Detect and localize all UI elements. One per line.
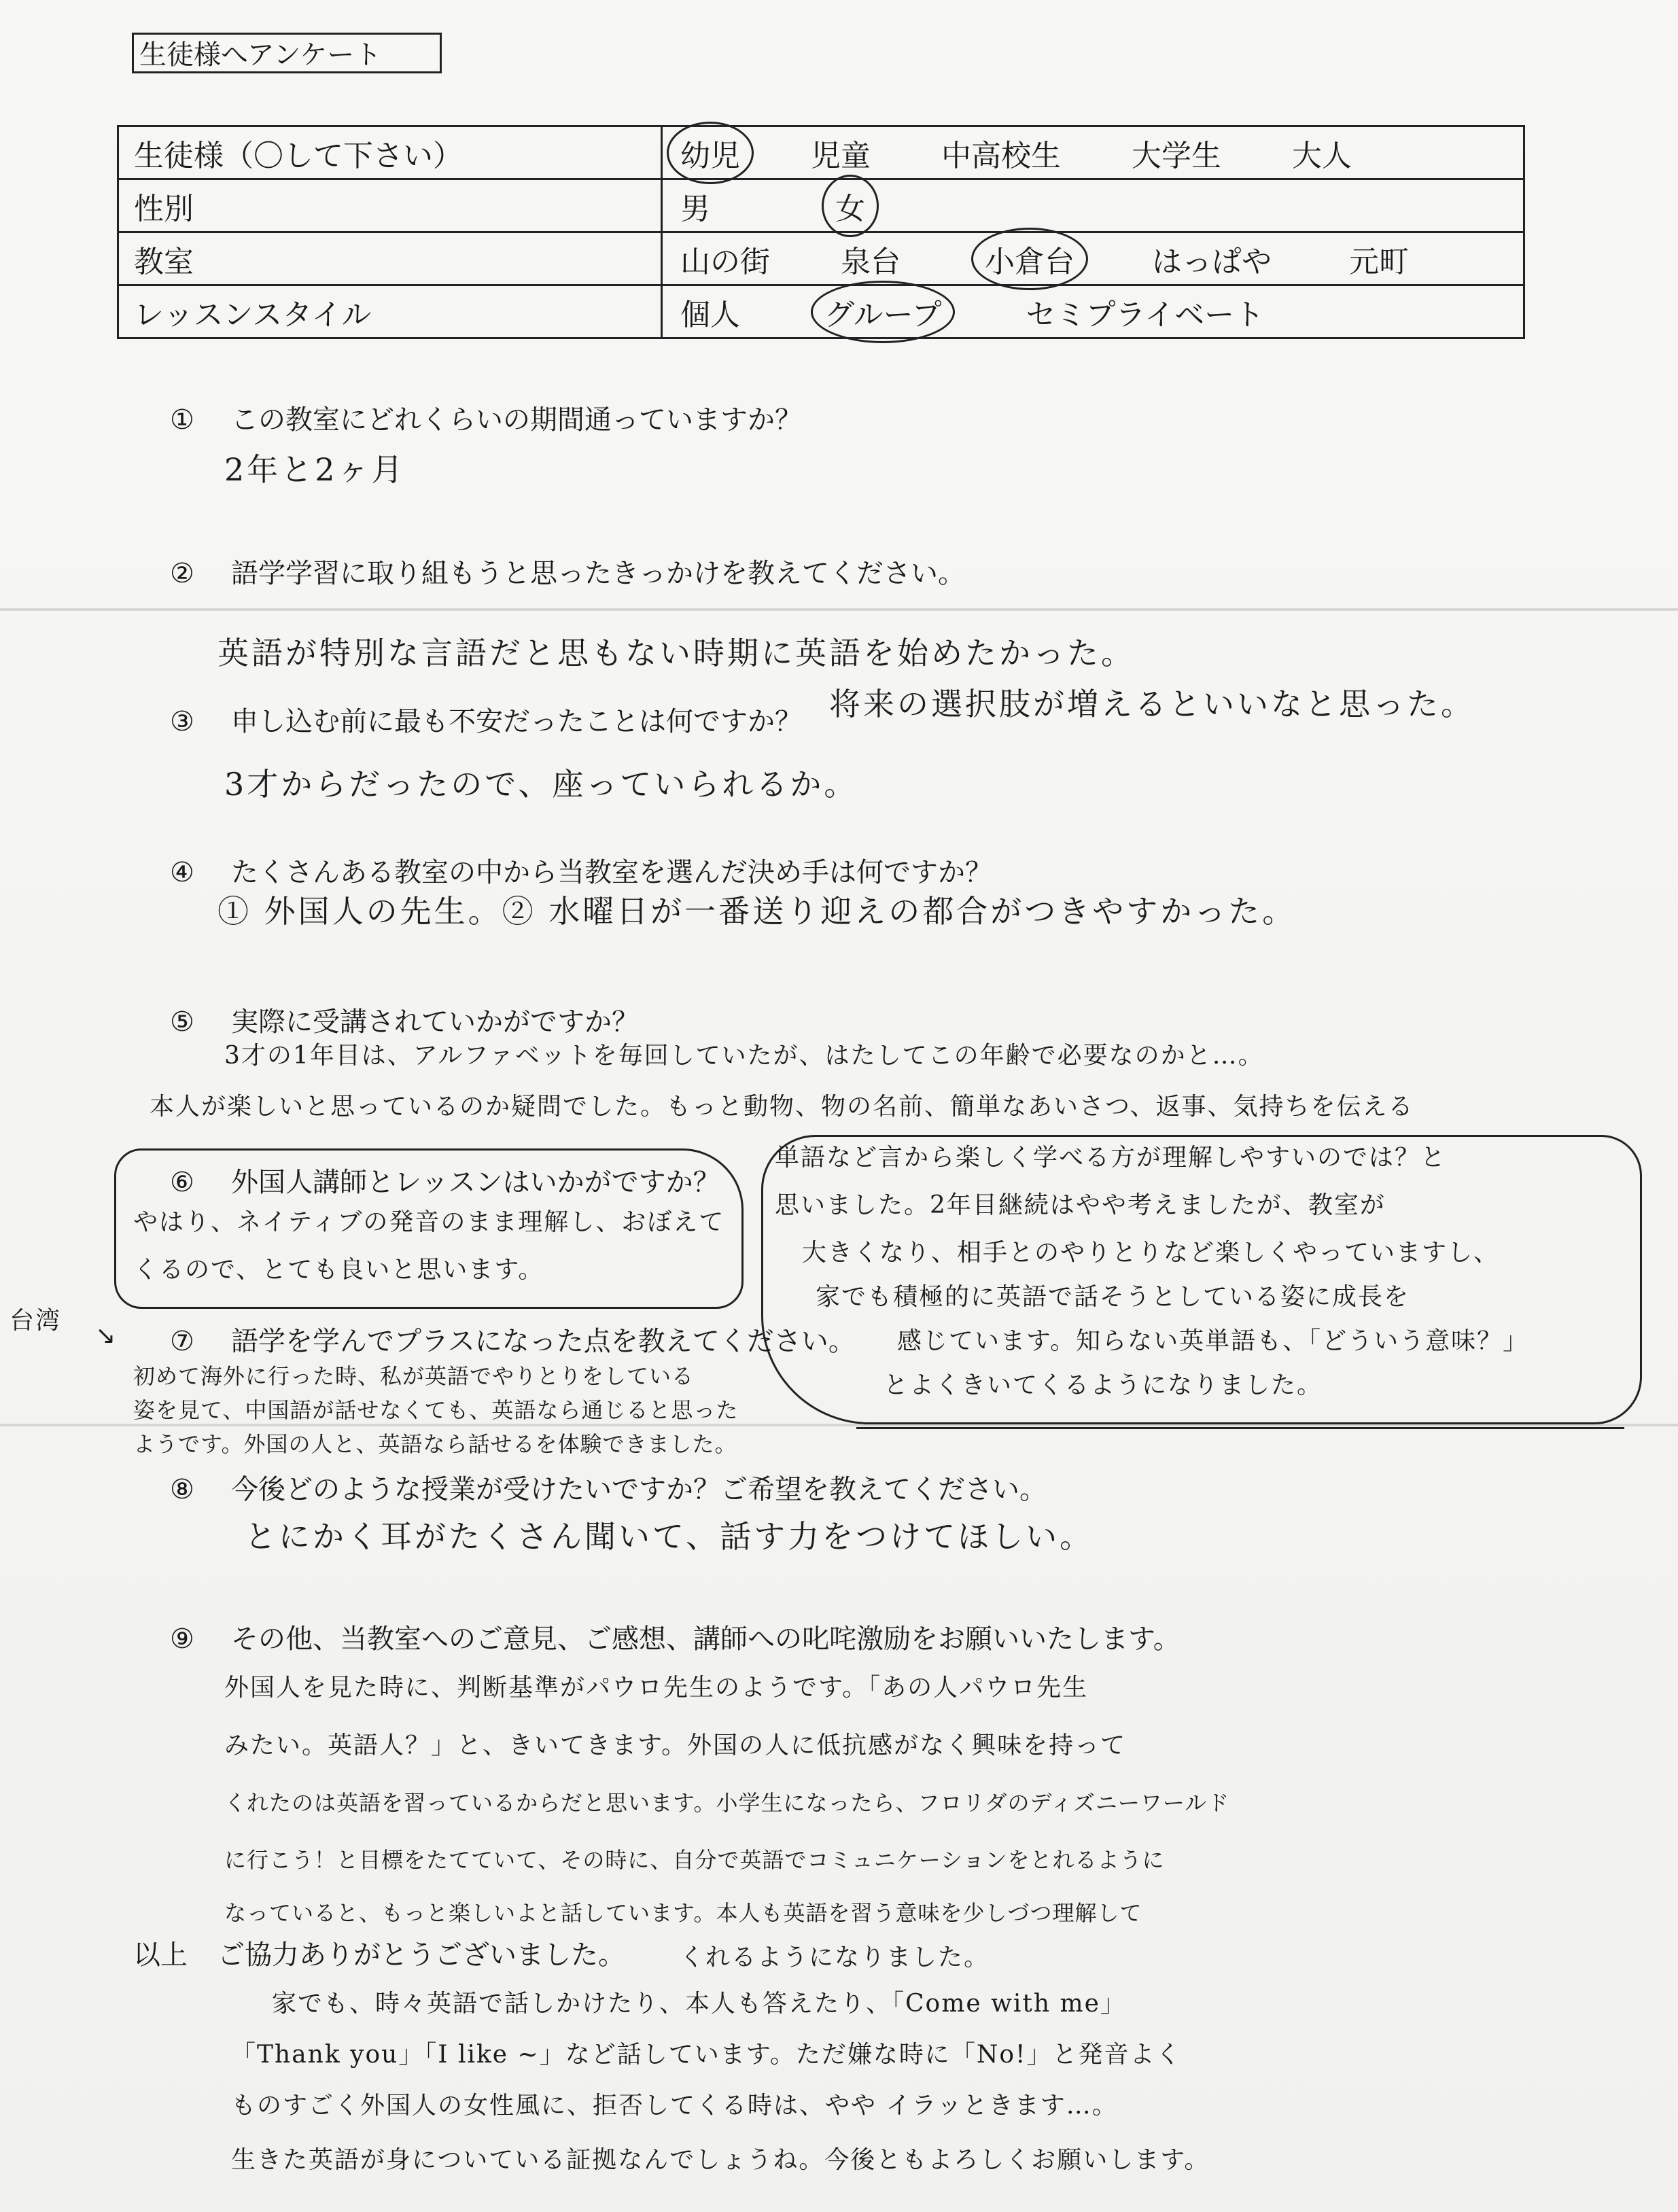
option-oguradai: 小倉台 (985, 237, 1074, 281)
respondent-info-table (117, 125, 1525, 339)
answer-5-line-7: 感じています。知らない英単語も、「どういう意味？」 (897, 1327, 1529, 1355)
options-gender (662, 179, 1524, 232)
question-2 (170, 552, 965, 591)
question-text: たくさんある教室の中から当教室を選んだ決め手は何ですか？ (231, 857, 992, 888)
answer-9-line-9: ものすごく外国人の女性風に、拒否してくる時は、やや イラッときます…。 (231, 2092, 1118, 2120)
question-text: 申し込む前に最も不安だったことは何ですか？ (231, 706, 802, 737)
question-number: ① (170, 404, 194, 436)
answer-4: ① 外国人の先生。② 水曜日が一番送り迎えの都合がつきやすかった。 (217, 893, 1297, 930)
option-adult: 大人 (1292, 138, 1352, 173)
answer-9-line-6: くれるようになりました。 (680, 1944, 990, 1971)
option-toddler: 幼児 (680, 131, 740, 175)
answer-1: 2年と2ヶ月 (224, 451, 406, 488)
answer-9-line-4: に行こう！と目標をたてていて、その時に、自分で英語でコミュニケーションをとれるように (224, 1847, 1165, 1873)
answer-5-line-8: とよくきいてくるようになりました。 (884, 1371, 1323, 1399)
question-text: 語学学習に取り組もうと思ったきっかけを教えてください。 (231, 558, 965, 589)
closing-ijou: 以上 (133, 1939, 188, 1971)
answer-2-line-1: 英語が特別な言語だと思もない時期に英語を始めたかった。 (217, 635, 1135, 671)
survey-title: 生徒様へアンケート (132, 33, 442, 73)
answer-9-line-1: 外国人を見た時に、判断基準がパウロ先生のようです。「あの人パウロ先生 (224, 1674, 1089, 1702)
options-classroom (662, 232, 1524, 285)
answer-7-line-2: 姿を見て、中国語が話せなくても、英語なら通じると思った (133, 1397, 739, 1423)
answer-7-line-1: 初めて海外に行った時、私が英語でやりとりをしている (133, 1363, 695, 1389)
question-number: ② (170, 558, 194, 589)
question-number: ④ (170, 857, 194, 888)
option-semi-private: セミプライベート (1026, 297, 1265, 332)
option-child: 児童 (811, 138, 871, 173)
options-student-type (662, 126, 1524, 179)
question-number: ⑦ (170, 1326, 194, 1357)
answer-5-line-2: 本人が楽しいと思っているのか疑問でした。もっと動物、物の名前、簡単なあいさつ、返事、気持ちを伝える (150, 1093, 1414, 1121)
question-text: 外国人講師とレッスンはいかがですか？ (231, 1167, 720, 1198)
label-student-type: 生徒様（〇して下さい） (118, 126, 662, 179)
answer-3: 3才からだったので、座っていられるか。 (224, 766, 858, 803)
question-number: ⑨ (170, 1623, 194, 1655)
answer-5-line-5: 大きくなり、相手とのやりとりなど楽しくやっていますし、 (802, 1239, 1500, 1267)
question-number: ⑥ (170, 1167, 194, 1198)
option-secondary-student: 中高校生 (941, 138, 1061, 173)
table-row (118, 285, 1524, 338)
label-lesson-style: レッスンスタイル (118, 285, 662, 338)
question-4 (170, 851, 992, 890)
question-text: その他、当教室へのご意見、ご感想、講師への叱咤激励をお願いいたします。 (231, 1623, 1181, 1655)
option-happaya: はっぱや (1152, 244, 1272, 279)
paper-fold-line (0, 608, 1678, 611)
answer-9-line-10: 生きた英語が身についている証拠なんでしょうね。今後ともよろしくお願いします。 (231, 2146, 1210, 2174)
option-university-student: 大学生 (1132, 138, 1221, 173)
answer-6-line-1: やはり、ネイティブの発音のまま理解し、おぼえて (133, 1208, 725, 1236)
answer-7-line-3: ようです。外国の人と、英語なら話せるを体験できました。 (133, 1431, 737, 1457)
option-yamanomachi: 山の街 (680, 244, 770, 279)
option-male: 男 (680, 191, 710, 226)
handwritten-divider-line (856, 1427, 1624, 1429)
table-row (118, 179, 1524, 232)
answer-5-line-6: 家でも積極的に英語で話そうとしている姿に成長を (816, 1283, 1410, 1311)
answer-9-line-7: 家でも、時々英語で話しかけたり、本人も答えたり、「Come with me」 (272, 1990, 1126, 2018)
table-row (118, 126, 1524, 179)
question-3 (170, 700, 802, 739)
option-izumidai: 泉台 (841, 244, 901, 279)
answer-8: とにかく耳がたくさん聞いて、話す力をつけてほしい。 (245, 1518, 1094, 1555)
options-lesson-style (662, 285, 1524, 338)
answer-7-side-note: 台湾 (10, 1307, 62, 1335)
question-text: この教室にどれくらいの期間通っていますか？ (231, 404, 802, 436)
answer-2-line-2: 将来の選択肢が増えるといいなと思った。 (829, 686, 1475, 722)
question-text: 語学を学んでプラスになった点を教えてください。 (231, 1326, 856, 1357)
label-gender: 性別 (118, 179, 662, 232)
table-row (118, 232, 1524, 285)
question-text: 今後どのような授業が受けたいですか？ご希望を教えてください。 (231, 1474, 1047, 1505)
answer-5-line-3: 単語など言から楽しく学べる方が理解しやすいのでは？と (775, 1144, 1447, 1172)
option-group: グループ (824, 290, 941, 334)
answer-9-line-2: みたい。英語人？」と、きいてきます。外国の人に低抗感がなく興味を持って (224, 1732, 1127, 1759)
question-9 (170, 1617, 1181, 1656)
answer-9-line-3: くれたのは英語を習っているからだと思います。小学生になったら、フロリダのディズニーワールド (224, 1790, 1230, 1816)
answer-6-line-2: くるので、とても良いと思います。 (133, 1256, 544, 1284)
answer-5-line-4: 思いました。2年目継続はやや考えましたが、教室が (775, 1191, 1386, 1219)
answer-9-line-8: 「Thank you」「I like ~」など話しています。ただ嫌な時に「No!」と発音よく (231, 2041, 1182, 2069)
closing-thanks: ご協力ありがとうございました。 (217, 1939, 625, 1971)
option-private: 個人 (680, 297, 740, 332)
question-number: ⑤ (170, 1006, 194, 1038)
option-female: 女 (835, 184, 865, 228)
answer-5-line-1: 3才の1年目は、アルファベットを毎回していたが、はたしてこの年齢で必要なのかと…。 (224, 1042, 1264, 1070)
question-1 (170, 398, 802, 437)
question-number: ③ (170, 706, 194, 737)
question-7 (170, 1320, 856, 1358)
question-5 (170, 1000, 639, 1039)
arrow-icon: ↘ (95, 1322, 116, 1350)
label-classroom: 教室 (118, 232, 662, 285)
question-number: ⑧ (170, 1474, 194, 1505)
option-motomachi: 元町 (1349, 244, 1409, 279)
answer-9-line-5: なっていると、もっと楽しいよと話しています。本人も英語を習う意味を少しづつ理解して (224, 1900, 1142, 1926)
question-8 (170, 1468, 1047, 1507)
answer-5-continuation-bubble (761, 1135, 1642, 1424)
question-6 (170, 1161, 720, 1199)
question-text: 実際に受講されていかがですか？ (231, 1006, 639, 1038)
